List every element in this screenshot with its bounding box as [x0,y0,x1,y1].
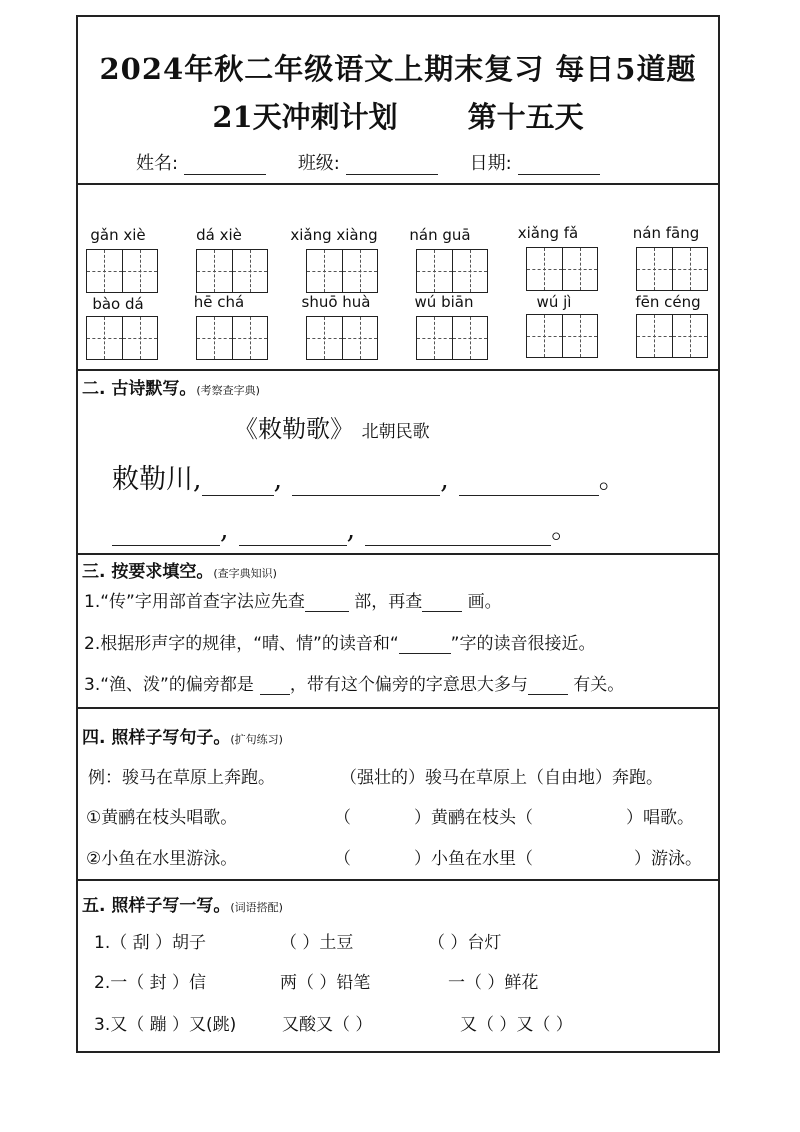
poem-line-1 [112,457,626,496]
writing-grid[interactable] [196,249,268,293]
writing-grid[interactable] [636,247,708,291]
sentence-2: ②小鱼在水里游泳。 [86,849,238,869]
punct: , [346,514,356,545]
example-answer: （强壮的）骏马在草原上（自由地）奔跑。 [340,768,663,788]
fill-blank[interactable] [239,519,347,546]
collocation-3b[interactable]: 又酸又（ ） [282,1015,373,1035]
section-note: (考察查字典) [196,384,260,397]
name-field[interactable] [184,156,266,175]
writing-grid[interactable] [86,316,158,360]
section-title: 三. 按要求填空。 [82,562,214,582]
pinyin-label: nán fāng [632,224,700,242]
question-text: 1.“传”字用部首查字法应先查 [84,592,305,612]
collocation-3c[interactable]: 又（ ）又（ ） [460,1015,573,1035]
question-text: 部，再查 [354,592,423,612]
section-title: 二. 古诗默写。 [82,379,197,399]
date-label: 日期: [469,153,512,174]
pinyin-label: dá xiè [196,226,242,244]
writing-grid[interactable] [526,314,598,358]
sentence-2-answer[interactable]: ）小鱼在水里（ [414,849,533,869]
writing-grid[interactable] [416,249,488,293]
question-text: 3.“渔、泼”的偏旁都是 [84,675,254,695]
section-heading [82,374,260,399]
date-field[interactable] [518,156,600,175]
collocation-1b[interactable]: （ ）土豆 [280,933,354,953]
class-label: 班级: [297,153,340,174]
fill-blank[interactable] [528,676,568,695]
pinyin-label: wú jì [536,293,572,311]
fill-blank[interactable] [365,519,551,546]
section-heading [82,891,283,916]
question-text: ”字的读音很接近。 [450,634,596,654]
section-title: 四. 照样子写句子。 [82,728,231,748]
collocation-2c[interactable]: 一（ ）鲜花 [448,973,539,993]
name-label: 姓名: [136,153,179,174]
pinyin-label: shuō huà [301,293,371,311]
punct: , [440,464,449,495]
sentence-2-end[interactable]: ）游泳。 [634,849,702,869]
poem-line-2 [112,507,578,546]
collocation-3a: 3.又（ 蹦 ）又(跳) [94,1015,237,1035]
example-text: 例：骏马在草原上奔跑。 [88,768,275,788]
fill-blank[interactable] [292,469,440,496]
divider [78,183,718,185]
section-heading [82,557,277,582]
pinyin-label: nán guā [409,226,471,244]
divider [78,879,718,881]
writing-grid[interactable] [306,316,378,360]
collocation-1a: 1.（ 刮 ）胡子 [94,933,207,953]
writing-grid[interactable] [416,316,488,360]
fill-blank[interactable] [202,469,274,496]
poem-text: 敕勒川, [112,464,202,495]
collocation-1c[interactable]: （ ）台灯 [428,933,502,953]
question-text: ，带有这个偏旁的字意思大多与 [289,675,528,695]
writing-grid[interactable] [636,314,708,358]
punct: , [220,514,229,545]
fill-blank[interactable] [112,519,220,546]
pinyin-label: xiǎng fǎ [517,224,579,242]
question-3 [84,670,624,695]
section-note: (词语搭配) [230,901,283,914]
worksheet [76,15,720,1053]
class-field[interactable] [346,156,438,175]
collocation-2a: 2.一（ 封 ）信 [94,973,207,993]
question-text: 2.根据形声字的规律，“晴、情”的读音和“ [84,634,399,654]
divider [78,707,718,709]
sentence-1-answer[interactable]: ）黄鹂在枝头（ [414,808,533,828]
pinyin-label: fēn céng [635,293,701,311]
writing-grid[interactable] [196,316,268,360]
pinyin-label: wú biān [414,293,474,311]
section-note: (扩句练习) [230,733,283,746]
pinyin-label: hē chá [193,293,245,311]
question-text: 画。 [467,592,502,612]
sentence-1: ①黄鹂在枝头唱歌。 [86,808,238,828]
paren-open: （ [334,849,351,869]
student-info [136,149,626,175]
page-subtitle [78,95,718,136]
section-note: (查字典知识) [213,567,277,580]
pinyin-label: bào dá [92,295,144,313]
writing-grid[interactable] [526,247,598,291]
fill-blank[interactable] [260,676,290,695]
punct: , [273,464,283,495]
day-label: 第十五天 [467,100,584,134]
section-heading [82,723,283,748]
plan-label: 21天冲刺计划 [212,100,398,134]
divider [78,553,718,555]
poem-title [234,409,430,444]
fill-blank[interactable] [305,593,349,612]
sentence-1-end[interactable]: ）唱歌。 [626,808,694,828]
question-text: 有关。 [573,675,625,695]
writing-grid[interactable] [86,249,158,293]
writing-grid[interactable] [306,249,378,293]
punct: 。 [598,464,626,495]
fill-blank[interactable] [399,635,451,654]
poem-author: 北朝民歌 [361,422,430,442]
question-1 [84,587,502,612]
pinyin-label: xiǎng xiàng [290,226,378,244]
paren-open: （ [334,808,351,828]
page-title: 2024年秋二年级语文上期末复习 每日5道题 [99,52,697,86]
fill-blank[interactable] [459,469,599,496]
question-2 [84,629,595,654]
poem-name: 《敕勒歌》 [234,415,354,443]
example-row [88,763,275,788]
section-title: 五. 照样子写一写。 [82,896,231,916]
fill-blank[interactable] [422,593,462,612]
collocation-2b[interactable]: 两（ ）铅笔 [280,973,371,993]
pinyin-label: gǎn xiè [90,226,146,244]
punct: 。 [551,514,579,545]
divider [78,369,718,371]
